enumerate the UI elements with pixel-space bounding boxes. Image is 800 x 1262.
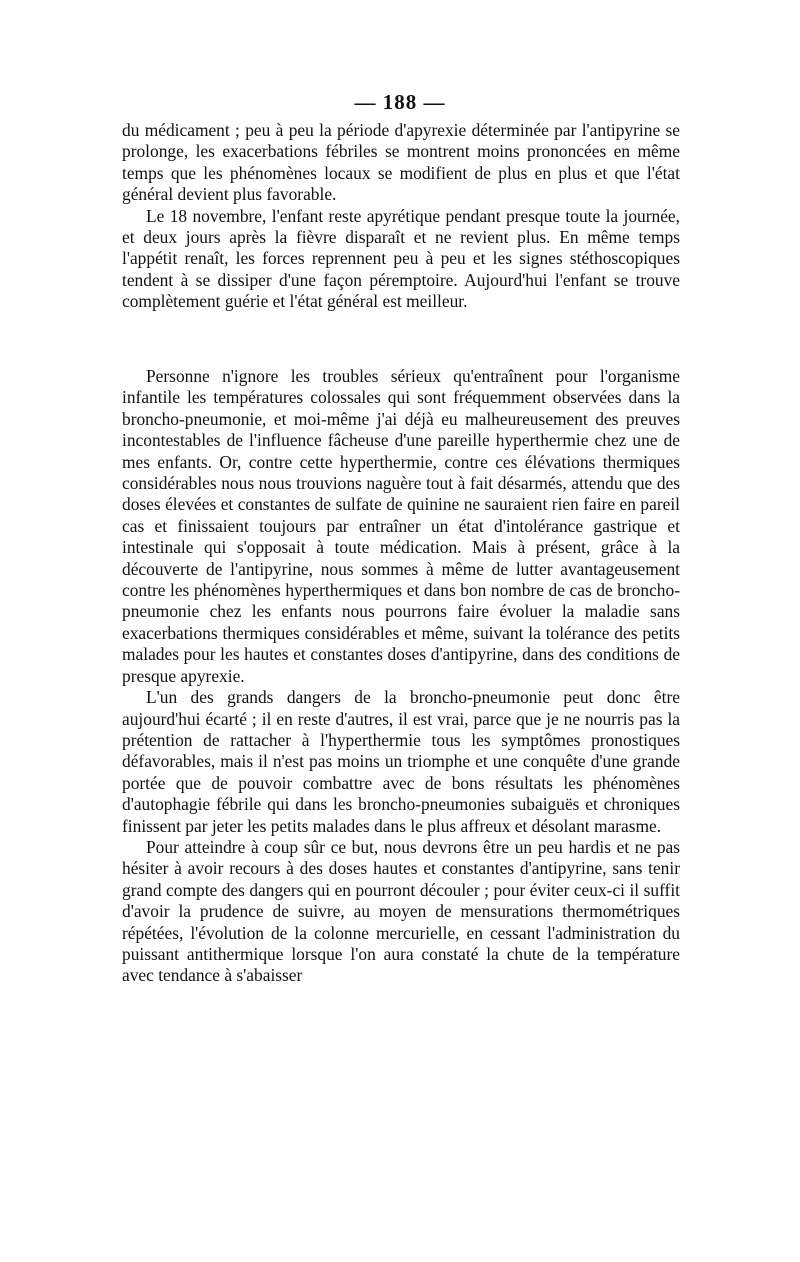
paragraph: L'un des grands dangers de la broncho-pneumonie peut donc être aujourd'hui écarté ; il en reste d'autres, il est vrai, parce que je ne nourris pas la prétention de rattacher à l'hyperthermie tous les symptômes pronostiques défavorables, mais il n'est pas moins un triomphe et une conquête d'une grande portée que de pouvoir combattre avec de bons résultats les phénomènes d'autophagie fébrile qui dans les broncho-pneumonies subaiguës et chroniques finissent par jeter les petits malades dans le plus affreux et désolant marasme. [122,687,680,836]
text-section-2 [122,366,680,987]
page-number: — 188 — [354,90,446,114]
paragraph: Le 18 novembre, l'enfant reste apyrétique pendant presque toute la journée, et deux jours après la fièvre disparaît et ne revient plus. En même temps l'appétit renaît, les forces reprennent peu à peu et les signes stéthoscopiques tendent à se dissiper d'une façon péremptoire. Aujourd'hui l'enfant se trouve complètement guérie et l'état général est meilleur. [122,205,680,312]
paragraph: du médicament ; peu à peu la période d'apyrexie déterminée par l'antipyrine se prolonge, les exacerbations fébriles se montrent moins prononcées en même temps que les phénomènes locaux se modifient de plus en plus et que l'état général devient plus favorable. [122,120,680,205]
text-section-1 [122,120,680,313]
paragraph: Pour atteindre à coup sûr ce but, nous devrons être un peu hardis et ne pas hésiter à avoir recours à des doses hautes et constantes d'antipyrine, sans tenir grand compte des dangers qui en pourront découler ; pour éviter ceux-ci il suffit d'avoir la prudence de suivre, au moyen de mensurations thermométriques répétées, l'évolution de la colonne mercurielle, en cessant l'administration du puissant antithermique lorsque l'on aura constaté la chute de la température avec tendance à s'abaisser [122,836,680,986]
paragraph: Personne n'ignore les troubles sérieux qu'entraînent pour l'organisme infantile les températures colossales qui sont fréquemment observées dans la broncho-pneumonie, et moi-même j'ai déjà eu malheureusement des preuves incontestables de l'influence fâcheuse d'une pareille hyperthermie chez une de mes enfants. Or, contre cette hyperthermie, contre ces élévations thermiques considérables nous nous trouvions naguère tout à fait désarmés, attendu que des doses élevées et constantes de sulfate de quinine ne sauraient rien faire en pareil cas et finissaient toujours par entraîner un état d'intolérance gastrique et intestinale qui s'opposait à toute médication. Mais à présent, grâce à la découverte de l'antipyrine, nous sommes à même de lutter avantageusement contre les phénomènes hyperthermiques et dans bon nombre de cas de broncho-pneumonie chez les enfants nous pourrons faire évoluer la maladie sans exacerbations thermiques considérables et même, suivant la tolérance des petits malades pour les hautes et constantes doses d'antipyrine, dans des conditions de presque apyrexie. [122,366,680,686]
